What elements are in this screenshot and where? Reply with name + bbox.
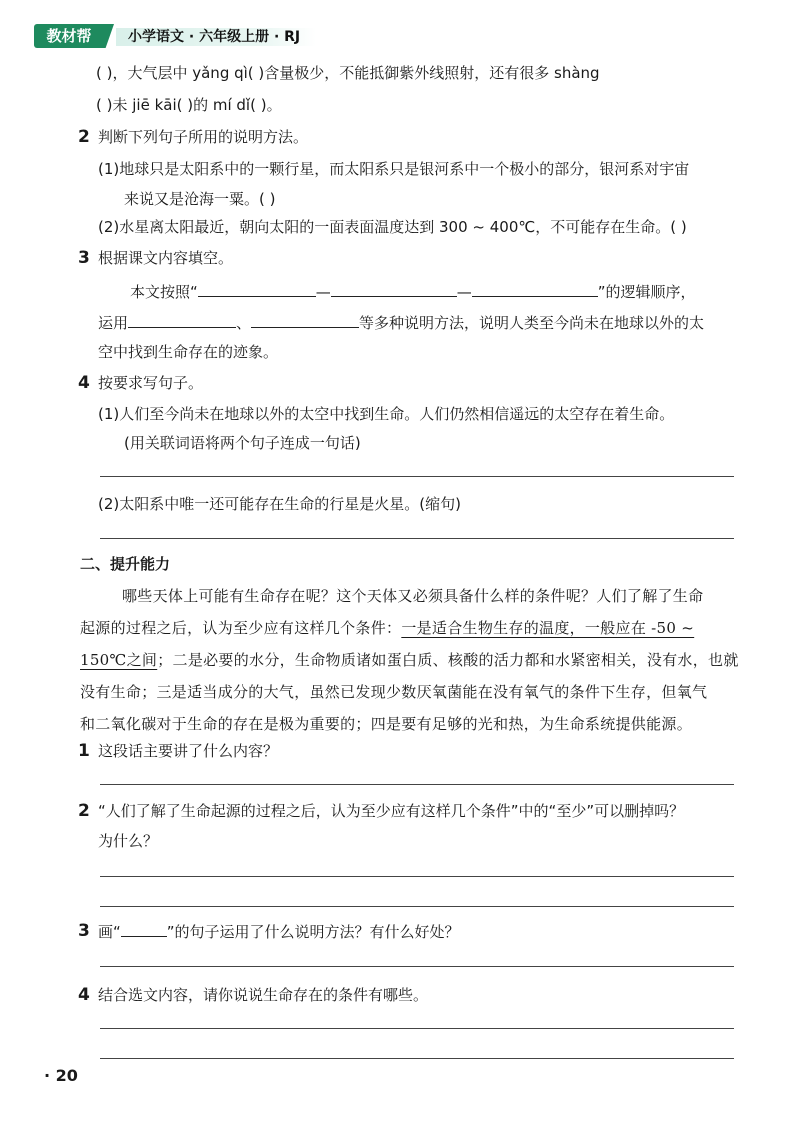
answer-line[interactable] [100,876,734,877]
underlined-sentence: 150℃之间 [80,651,158,669]
question-4-item-1: (1)人们至今尚未在地球以外的太空中找到生命。人们仍然相信遥远的太空存在着生命。 [98,405,675,423]
answer-line[interactable] [100,906,734,907]
answer-line[interactable] [100,966,734,967]
question-2-item-1a: (1)地球只是太阳系中的一颗行星，而太阳系只是银河系中一个极小的部分，银河系对宇宙 [98,160,690,178]
q3-line2-end: 等多种说明方法，说明人类至今尚未在地球以外的太 [359,314,705,332]
question-3-number: 3 [78,248,90,268]
s2-question-1-text: 这段话主要讲了什么内容？ [98,742,279,760]
brand-badge-tail [100,24,114,48]
brand-badge: 教材帮 [34,24,104,48]
question-4-item-2: (2)太阳系中唯一还可能存在生命的行星是火星。(缩句) [98,495,461,513]
dash: — [456,283,472,301]
passage-text: 起源的过程之后，认为至少应有这样几个条件： [80,619,402,637]
s2-question-2-number: 2 [78,801,90,821]
question-4-item-1-note: (用关联词语将两个句子连成一句话) [124,434,361,452]
s2-question-4-number: 4 [78,985,90,1005]
answer-blank[interactable] [331,280,457,297]
q3-line2-start: 运用 [98,314,129,332]
answer-line[interactable] [100,1058,734,1059]
question-3-prompt: 根据课文内容填空。 [98,249,234,267]
answer-line[interactable] [100,1028,734,1029]
answer-blank[interactable] [198,280,316,297]
passage-line-3 [80,644,739,676]
separator: 、 [236,314,252,332]
answer-line[interactable] [100,538,734,539]
q3-text-end: ”的句子运用了什么说明方法？有什么好处？ [166,923,460,941]
passage-line-2 [80,612,694,644]
answer-line[interactable] [100,476,734,477]
pinyin-fill-line-2: ( )未 jiē kāi( )的 mí dǐ( )。 [96,96,282,114]
s2-question-2-text-2: 为什么？ [98,832,159,850]
question-3-line-3: 空中找到生命存在的迹象。 [98,343,279,361]
question-2-item-2: (2)水星离太阳最近，朝向太阳的一面表面温度达到 300 ~ 400℃，不可能存在生命。( ) [98,218,687,236]
question-3-line-2 [98,311,704,334]
s2-question-1-number: 1 [78,741,90,761]
answer-blank[interactable] [472,280,598,297]
section-2-title: 二、提升能力 [80,555,171,573]
s2-question-2-text: “人们了解了生命起源的过程之后，认为至少应有这样几个条件”中的“至少”可以删掉吗？ [98,802,685,820]
page-number: · 20 [44,1066,78,1085]
header-title: 小学语文 · 六年级上册 · RJ [128,29,301,45]
q3-text-start: 画“ [98,923,121,941]
answer-blank[interactable] [251,311,359,328]
s2-question-3-number: 3 [78,921,90,941]
dash: — [315,283,331,301]
underlined-sentence: 一是适合生物生存的温度，一般应在 -50 ~ [401,619,695,637]
q3-line1-start: 本文按照“ [130,283,198,301]
q3-line1-end: ”的逻辑顺序， [597,283,696,301]
s2-question-4-text: 结合选文内容，请你说说生命存在的条件有哪些。 [98,986,429,1004]
s2-question-3-text [98,920,460,943]
question-2-number: 2 [78,127,90,147]
answer-blank[interactable] [128,311,236,328]
question-3-line-1 [130,280,696,303]
passage-line-5: 和二氧化碳对于生命的存在是极为重要的；四是要有足够的光和热，为生命系统提供能源。 [80,715,693,733]
passage-text: ；二是必要的水分，生命物质诸如蛋白质、核酸的活力都和水紧密相关，没有水，也就 [157,651,739,669]
question-4-number: 4 [78,373,90,393]
pinyin-fill-line-1: ( )，大气层中 yǎng qì( )含量极少，不能抵御紫外线照射，还有很多 shàng [96,64,600,82]
question-2-item-1b: 来说又是沧海一粟。( ) [124,190,276,208]
underline-sample [121,920,167,937]
question-4-prompt: 按要求写句子。 [98,374,204,392]
passage-line-1: 哪些天体上可能有生命存在呢？这个天体又必须具备什么样的条件呢？人们了解了生命 [122,587,704,605]
passage-line-4: 没有生命；三是适当成分的大气，虽然已发现少数厌氧菌能在没有氧气的条件下生存，但氧气 [80,683,708,701]
answer-line[interactable] [100,784,734,785]
question-2-prompt: 判断下列句子所用的说明方法。 [98,128,309,146]
page-header [34,22,324,52]
